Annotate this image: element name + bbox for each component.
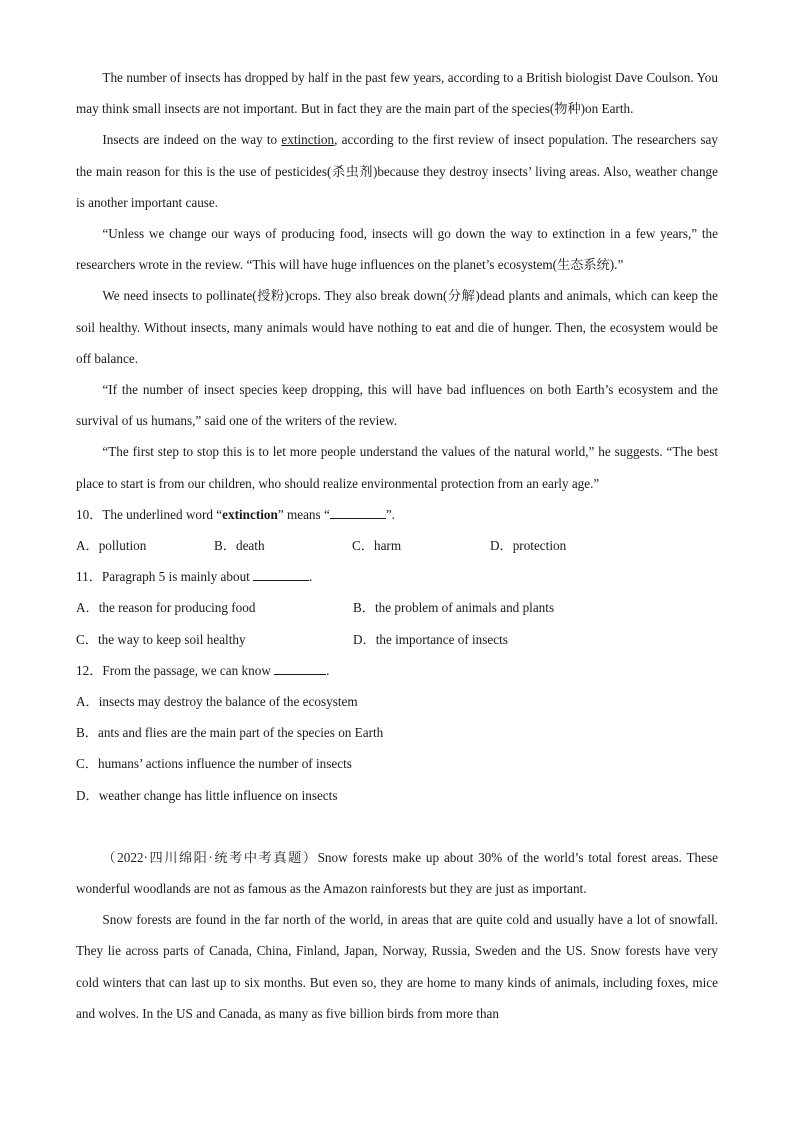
question-12-prefix: 12．From the passage, we can know bbox=[76, 662, 271, 678]
question-11-options-row-2 bbox=[76, 624, 718, 655]
option-d: D．weather change has little influence on insects bbox=[76, 787, 338, 803]
option-c: C．the way to keep soil healthy bbox=[76, 631, 246, 647]
question-10-options bbox=[76, 530, 718, 561]
option-b: B．death bbox=[214, 538, 265, 554]
option-b: B．the problem of animals and plants bbox=[353, 600, 555, 616]
paragraph-2-text-after: , according to the first review of insect population. The researchers say the main reason for this is the use of pesticides(杀虫剂)because they destroy insects’ living areas. Also, weather change is another important cause. bbox=[76, 132, 718, 210]
passage2-paragraph-1: （2022·四川绵阳·统考中考真题）Snow forests make up about 30% of the world’s total forest areas. These wonderful woodlands are not as famous as the Amazon rainforests but they are just as important. bbox=[76, 849, 718, 897]
option-d: D．the importance of insects bbox=[353, 631, 508, 647]
question-10-suffix: ”. bbox=[385, 506, 395, 522]
passage1-paragraph-5: “If the number of insect species keep dropping, this will have bad influences on both Earth’s ecosystem and the survival of us humans,” said one of the writers of the review. bbox=[76, 382, 718, 429]
passage1-paragraph-1: The number of insects has dropped by half in the past few years, according to a British biologist Dave Coulson. You may think small insects are not important. But in fact they are the main part of the species(物种)on Earth. bbox=[76, 70, 718, 117]
answer-blank bbox=[274, 662, 326, 675]
passage1-paragraph-2 bbox=[76, 124, 718, 218]
section-gap bbox=[76, 811, 718, 842]
passage1-paragraph-4: We need insects to pollinate(授粉)crops. They also break down(分解)dead plants and animals, which can keep the soil healthy. Without insects, many animals would have nothing to eat and die of hunger. Then, the ecosystem would be off balance. bbox=[76, 288, 718, 366]
document-page bbox=[76, 62, 718, 1029]
option-c: C．harm bbox=[352, 538, 402, 554]
question-11-options-row-1 bbox=[76, 592, 718, 623]
option-a: A．the reason for producing food bbox=[76, 600, 256, 616]
question-10-prefix: 10．The underlined word “ bbox=[76, 506, 223, 522]
question-12 bbox=[76, 655, 718, 686]
question-10 bbox=[76, 499, 718, 530]
question-10-keyword: extinction bbox=[222, 506, 278, 522]
option-b: B．ants and flies are the main part of the species on Earth bbox=[76, 725, 384, 741]
question-10-middle: ” means “ bbox=[277, 506, 330, 522]
question-11-suffix: . bbox=[309, 569, 313, 585]
passage2-paragraph-2: Snow forests are found in the far north of the world, in areas that are quite cold and usually have a lot of snowfall. They lie across parts of Canada, China, Finland, Japan, Norway, Russia, Sweden and the US. Snow forests have very cold winters that can last up to six months. But even so, they are home to many kinds of animals, including foxes, mice and wolves. In the US and Canada, as many as five billion birds from more than bbox=[76, 912, 718, 1021]
option-c: C．humans’ actions influence the number of insects bbox=[76, 756, 352, 772]
option-d: D．protection bbox=[490, 538, 567, 554]
underlined-word-extinction: extinction bbox=[281, 132, 335, 148]
passage1-paragraph-3: “Unless we change our ways of producing food, insects will go down the way to extinction in a few years,” the researchers wrote in the review. “This will have huge influences on the planet’s ecosystem(生态系统).” bbox=[76, 226, 718, 273]
question-11-prefix: 11．Paragraph 5 is mainly about bbox=[76, 569, 250, 585]
answer-blank bbox=[253, 568, 309, 581]
answer-blank bbox=[330, 506, 386, 519]
option-a: A．insects may destroy the balance of the ecosystem bbox=[76, 694, 358, 710]
paragraph-2-text-before: Insects are indeed on the way to bbox=[102, 132, 282, 148]
question-12-suffix: . bbox=[326, 662, 330, 678]
option-a: A．pollution bbox=[76, 538, 147, 554]
question-11 bbox=[76, 561, 718, 592]
passage1-paragraph-6: “The first step to stop this is to let more people understand the values of the natural world,” he suggests. “The best place to start is from our children, who should realize environmental protection from an early age.” bbox=[76, 444, 718, 491]
